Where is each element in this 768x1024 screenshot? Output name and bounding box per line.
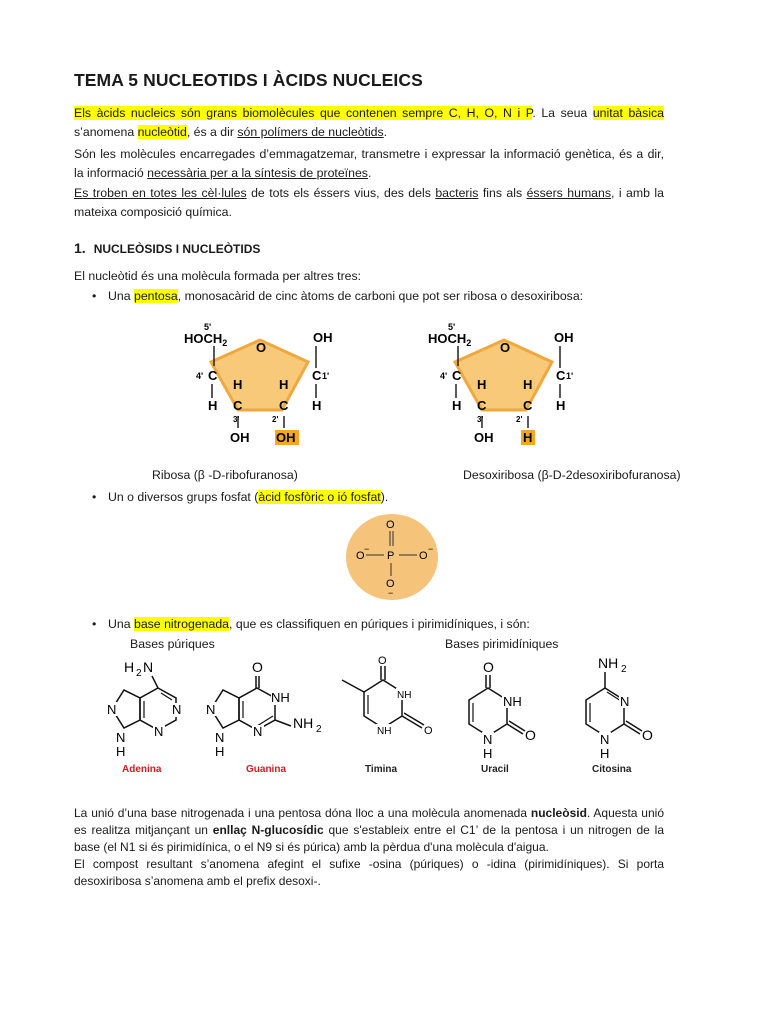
svg-text:1': 1': [566, 371, 574, 381]
thymine-label: Timina: [365, 764, 398, 775]
svg-text:NH: NH: [397, 690, 412, 701]
svg-text:H: H: [483, 746, 493, 761]
cytosine-label: Citosina: [592, 764, 632, 775]
page-title: TEMA 5 NUCLEOTIDS I ÀCIDS NUCLEICS: [74, 70, 423, 90]
closing-paragraph-1: La unió d’una base nitrogenada i una pentosa dóna lloc a una molècula anomenada nucleòsid. Aquesta unió es realitza mitjançant un enllaç N-glucosídic que s'estableix entre el C1’ de la pentosa i un nitrogen de la base (el N1 si és pirimidínica, o el N9 si és púrica) amb la pèrdua d'una molècula d'aigua.: [74, 806, 665, 854]
svg-text:2: 2: [136, 668, 142, 679]
bullet-icon: •: [92, 289, 97, 303]
svg-text:H: H: [215, 744, 225, 759]
highlight-text: base nitrogenada: [133, 617, 230, 631]
carbon-label: 5': [204, 322, 212, 332]
ribose-structure: [176, 318, 333, 450]
uracil-structure: [455, 656, 545, 760]
svg-text:−: −: [428, 544, 434, 554]
svg-text:O: O: [424, 725, 433, 737]
guanine-label: Guanina: [246, 764, 287, 775]
svg-text:O: O: [356, 550, 365, 562]
svg-text:2': 2': [516, 415, 523, 424]
underlined-text: són polímers de nucleòtids: [237, 124, 384, 139]
carbon-3: C: [233, 398, 243, 413]
svg-text:C: C: [452, 368, 462, 383]
svg-text:4': 4': [440, 371, 448, 381]
carbon-4: C: [208, 368, 218, 383]
svg-text:OH: OH: [474, 430, 494, 445]
svg-text:N: N: [116, 730, 126, 745]
svg-text:H: H: [312, 398, 322, 413]
adenine-structure: [100, 656, 192, 760]
svg-text:3': 3': [233, 415, 240, 424]
intro-paragraph-1: Els àcids nucleics són grans biomolècules que contenen sempre C, H, O, N i P. La seua unitat bàsica s’anomena nucleòtid, és a dir són polímers de nucleòtids.: [74, 106, 665, 139]
bold-term: enllaç N-glucosídic: [212, 823, 324, 837]
bullet-icon: •: [92, 617, 97, 631]
adenine-label: Adenina: [122, 764, 162, 775]
svg-text:1': 1': [322, 371, 330, 381]
highlight-text: pentosa: [133, 289, 178, 303]
svg-text:2: 2: [621, 664, 627, 675]
svg-text:H: H: [556, 398, 566, 413]
section-heading: [74, 240, 260, 256]
svg-text:C: C: [556, 368, 566, 383]
svg-text:H: H: [523, 377, 533, 392]
svg-text:2': 2': [272, 415, 279, 424]
c2-hydroxyl-highlight: OH: [276, 430, 296, 445]
svg-text:N: N: [107, 702, 117, 717]
highlight-text: àcid fosfòric o ió fosfat: [258, 490, 381, 504]
svg-text:4': 4': [196, 371, 204, 381]
svg-text:C: C: [523, 398, 533, 413]
carbon-2: C: [279, 398, 289, 413]
highlight-text: Els àcids nucleics són grans biomolècules que contenen sempre C, H, O, N i P: [74, 106, 533, 120]
svg-text:O: O: [386, 519, 395, 531]
svg-text:NH: NH: [271, 690, 290, 705]
carbon-1: C: [312, 368, 322, 383]
bullet-icon: •: [92, 490, 97, 504]
svg-text:H: H: [208, 398, 218, 413]
intro-paragraph-2: Són les molècules encarregades d’emmagatzemar, transmetre i expressar la informació genètica, és a dir, la informació necessària per a la síntesis de proteïnes.: [74, 147, 664, 180]
svg-text:−: −: [364, 544, 370, 554]
deoxyribose-caption: Desoxiribosa (β-D-2desoxiribofuranosa): [463, 468, 681, 482]
intro-paragraph-3: Es troben en totes les cèl·lules de tots els éssers vius, des dels bacteris fins als éssers humans, i amb la mateixa composició química.: [74, 186, 665, 219]
svg-text:5': 5': [448, 322, 456, 332]
hoch2-label: $HOCH_2$: [184, 331, 228, 348]
ribose-caption: Ribosa (β -D-ribofuranosa): [152, 468, 298, 482]
svg-text:O: O: [378, 655, 387, 667]
svg-text:H: H: [124, 659, 135, 675]
thymine-structure: [330, 652, 440, 760]
svg-text:N: N: [483, 732, 493, 747]
phosphorus-atom: P: [387, 550, 395, 562]
svg-text:N: N: [154, 724, 164, 739]
underlined-text: éssers humans: [526, 186, 612, 200]
svg-text:−: −: [388, 588, 394, 598]
svg-text:O: O: [252, 659, 263, 675]
svg-text:NH: NH: [377, 726, 392, 737]
svg-text:H: H: [233, 377, 243, 392]
ring-oxygen: O: [256, 340, 267, 355]
svg-text:O: O: [483, 659, 494, 675]
svg-text:3': 3': [477, 415, 484, 424]
svg-text:O: O: [525, 727, 536, 743]
svg-text:O: O: [419, 550, 428, 562]
svg-text:N: N: [143, 659, 154, 675]
svg-text:NH: NH: [598, 655, 619, 671]
svg-text:C: C: [477, 398, 487, 413]
phosphate-structure: [344, 510, 440, 602]
hydroxyl-label: OH: [313, 330, 333, 345]
section-lead: El nucleòtid és una molècula formada per altres tres:: [74, 269, 362, 283]
svg-text:NH: NH: [503, 694, 522, 709]
svg-text:H: H: [279, 377, 289, 392]
closing-paragraph-2: El compost resultant s’anomena afegint el sufixe -osina (púriques) o -idina (pirimidíniques). Si porta desoxiribosa s’anomena amb el prefix desoxi-.: [74, 857, 664, 888]
purines-label: Bases púriques: [130, 637, 215, 651]
guanine-structure: [205, 656, 333, 760]
pyrimidines-label: Bases pirimidíniques: [445, 637, 559, 651]
svg-text:H: H: [477, 377, 487, 392]
uracil-label: Uracil: [481, 764, 509, 775]
svg-text:N: N: [600, 732, 610, 747]
underlined-text: Es troben en totes les cèl·lules: [74, 186, 247, 200]
document-page: TEMA 5 NUCLEOTIDS I ÀCIDS NUCLEICS Els àcids nucleics són grans biomolècules que contenen sempre C, H, O, N i P. La seua unitat bàsica s’anomena nucleòtid, és a dir són polímers de nucleòtids. Són les molècules encarregades d’emmagatzemar, transmetre i expressar la informació genètica, és a dir, la informació necessària per a la síntesis de proteïnes. Es troben en totes les cèl·lules de tots els éssers vius, des dels bacteris fins als éssers humans, i amb la mateixa composició química. 1. NUCLEÒSIDS I NUCLEÒTIDS El nucleòtid és una molècula formada per altres tres: • Una pentosa, monosacàrid de cinc àtoms de carboni que pot ser ribosa o desoxiribosa: 5' $HOCH_2$ O OH 4' C C 1' H H H H C C 3' 2' OH OH 5' $HOCH_2$ O OH 4' C C 1' H H H H C C 3' 2' OH H Ribosa (β -D-ribofuranosa) Desoxiribosa (β-D-2desoxiribofuranosa) • Un o diversos grups fosfat (àcid fosfòric o ió fosfat). O P O − O − O − • Una base nitrogenada, que es classifiquen en púriques i pirimidíniques, i són: Bases púriques Bases pirimidíniques H 2 N N N N N H Adenina O N NH N NH 2 N H Guanina O NH O NH Timina O NH O N H Uracil NH 2 N O N H Citosina La unió d’una base nitrogenada i una pentosa dóna lloc a una molècula anomenada nucleòsid. Aquesta unió es realitza mitjançant un enllaç N-glucosídic que s'estableix entre el C1’ de la pentosa i un nitrogen de la base (el N1 si és pirimidínica, o el N9 si és púrica) amb la pèrdua d'una molècula d'aigua. El compost resultant s’anomena afegint el sufixe -osina (púriques) o -idina (pirimidíniques). Si porta desoxiribosa s’anomena amb el prefix desoxi-.: [74, 70, 681, 888]
svg-text:O: O: [500, 340, 511, 355]
svg-text:2: 2: [316, 724, 322, 735]
svg-text:N: N: [620, 694, 630, 709]
svg-text:O: O: [386, 578, 395, 590]
svg-text:H: H: [116, 744, 126, 759]
underlined-text: bacteris: [435, 186, 479, 200]
hoch2-label: $HOCH_2$: [428, 331, 472, 348]
highlight-text: nucleòtid: [137, 124, 187, 139]
section-title: NUCLEÒSIDS I NUCLEÒTIDS: [93, 242, 261, 256]
c2-hydrogen-highlight: H: [523, 430, 533, 445]
svg-text:N: N: [253, 724, 263, 739]
bold-term: nucleòsid: [530, 806, 587, 820]
svg-text:OH: OH: [230, 430, 250, 445]
svg-text:N: N: [172, 702, 182, 717]
svg-text:H: H: [452, 398, 462, 413]
cytosine-structure: [570, 652, 662, 760]
section-number: 1.: [74, 240, 86, 256]
deoxyribose-structure: [420, 318, 580, 450]
svg-text:N: N: [215, 730, 225, 745]
svg-text:H: H: [600, 746, 610, 761]
highlight-text: unitat bàsica: [592, 106, 665, 120]
svg-text:O: O: [642, 727, 653, 743]
svg-text:OH: OH: [554, 330, 574, 345]
svg-text:NH: NH: [293, 715, 314, 731]
underlined-text: necessària per a la síntesis de proteïnes: [147, 165, 368, 180]
svg-text:N: N: [206, 702, 216, 717]
